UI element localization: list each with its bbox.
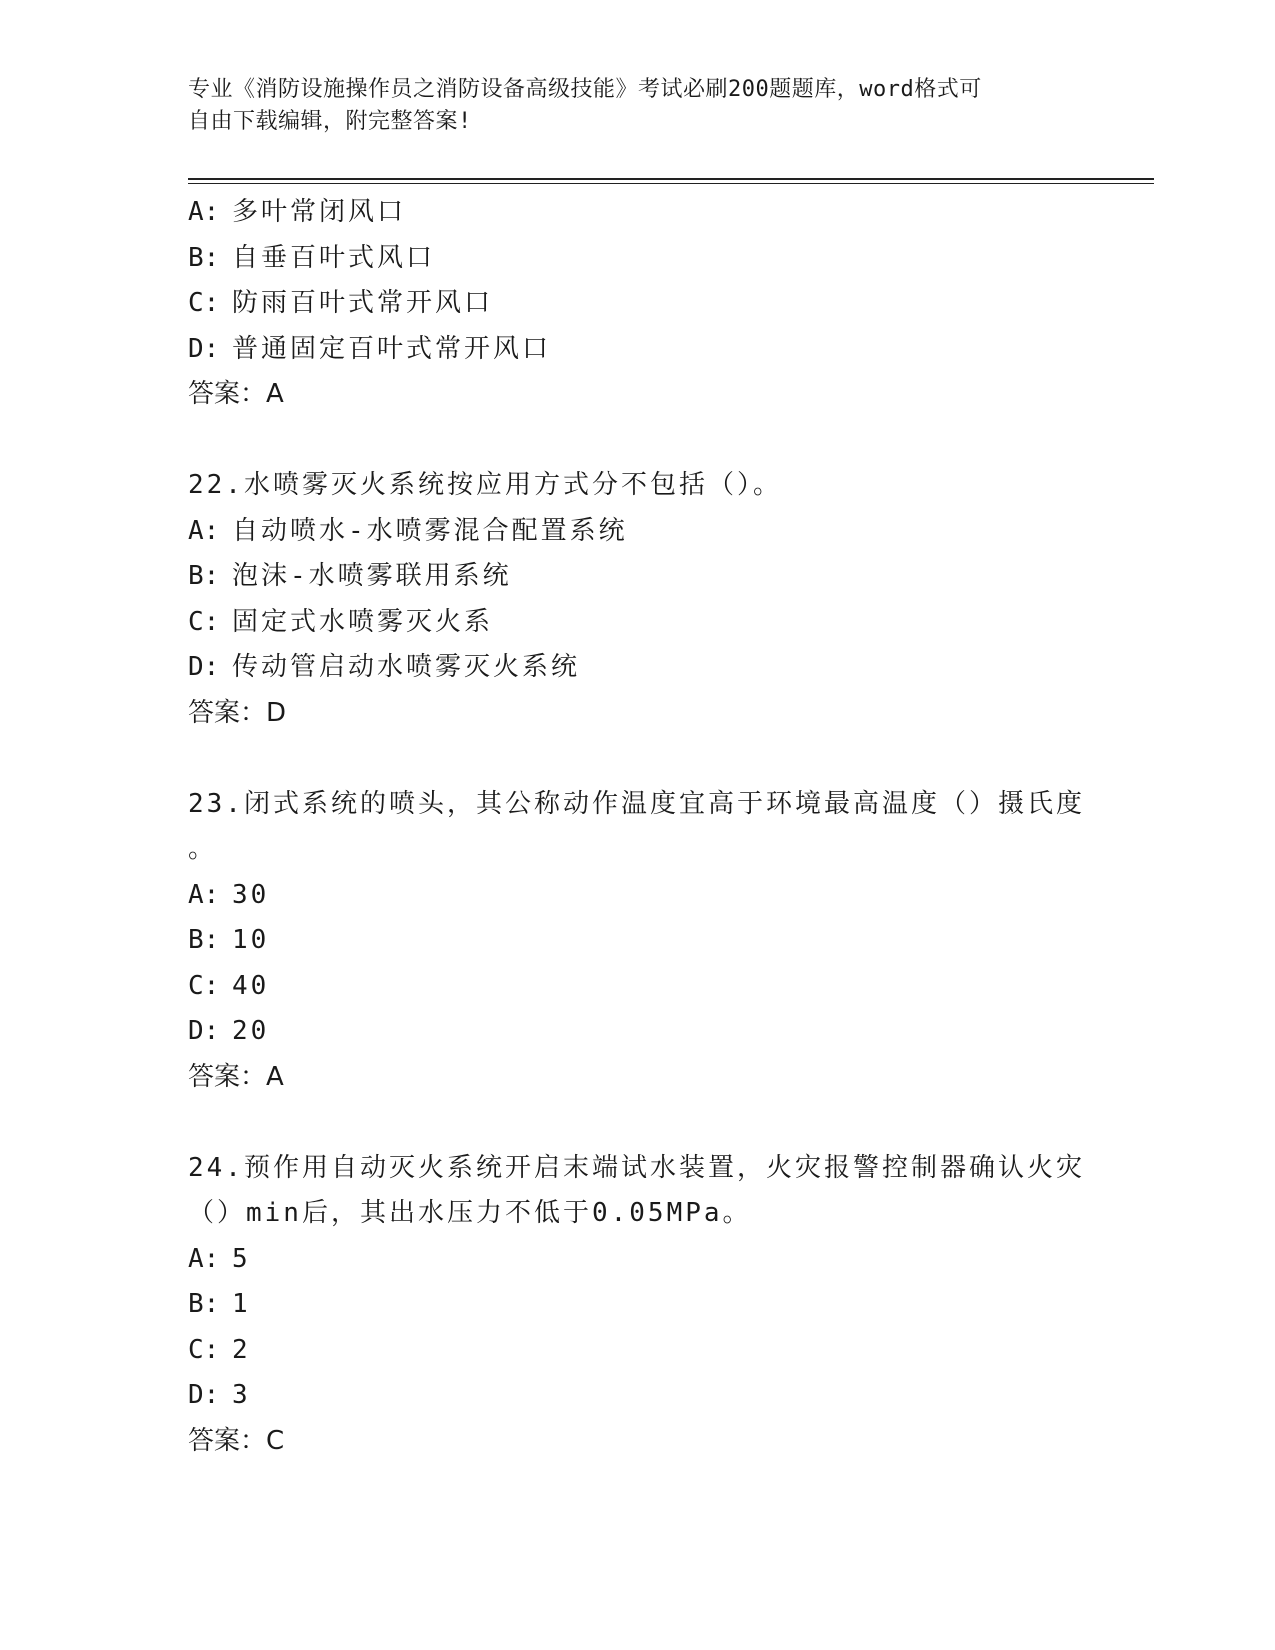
option-b: B: 1	[188, 1289, 251, 1319]
question-stem-continued: （）min后，其出水压力不低于0.05MPa。	[188, 1198, 752, 1228]
question-stem: 23.闭式系统的喷头，其公称动作温度宜高于环境最高温度（）摄氏度	[188, 788, 1085, 819]
option-c: C: 防雨百叶式常开风口	[188, 288, 494, 318]
header-line-2: 自由下载编辑，附完整答案!	[188, 109, 472, 134]
question-23	[188, 782, 1088, 1101]
option-c: C: 固定式水喷雾灭火系	[188, 606, 494, 637]
option-d: D: 普通固定百叶式常开风口	[188, 333, 552, 364]
header-line-1: 专业《消防设施操作员之消防设备高级技能》考试必刷200题题库，word格式可	[188, 77, 982, 102]
document-header	[188, 74, 1088, 138]
question-21-continued	[188, 190, 1088, 418]
answer-line: 答案：C	[188, 1425, 285, 1456]
option-b: B: 10	[188, 925, 270, 955]
question-24	[188, 1146, 1088, 1465]
question-stem: 24.预作用自动灭火系统开启末端试水装置，火灾报警控制器确认火灾	[188, 1152, 1085, 1183]
option-c: C: 2	[188, 1334, 251, 1365]
answer-line: 答案：D	[188, 697, 287, 728]
question-22	[188, 463, 1088, 736]
option-a: A: 30	[188, 879, 270, 910]
option-a: A: 多叶常闭风口	[188, 197, 407, 227]
answer-line: 答案：A	[188, 1061, 284, 1092]
question-stem-continued: 。	[188, 834, 218, 864]
question-list	[188, 190, 1088, 1464]
option-b: B: 自垂百叶式风口	[188, 242, 436, 273]
option-b: B: 泡沫-水喷雾联用系统	[188, 561, 512, 591]
header-divider-thin	[188, 183, 1154, 184]
answer-line: 答案：A	[188, 379, 284, 409]
option-d: D: 3	[188, 1380, 251, 1410]
option-c: C: 40	[188, 970, 270, 1001]
option-a: A: 自动喷水-水喷雾混合配置系统	[188, 515, 628, 546]
question-stem: 22.水喷雾灭火系统按应用方式分不包括（）。	[188, 470, 782, 500]
option-d: D: 传动管启动水喷雾灭火系统	[188, 652, 581, 682]
header-divider-thick	[188, 178, 1154, 180]
option-a: A: 5	[188, 1243, 251, 1274]
option-d: D: 20	[188, 1016, 270, 1046]
